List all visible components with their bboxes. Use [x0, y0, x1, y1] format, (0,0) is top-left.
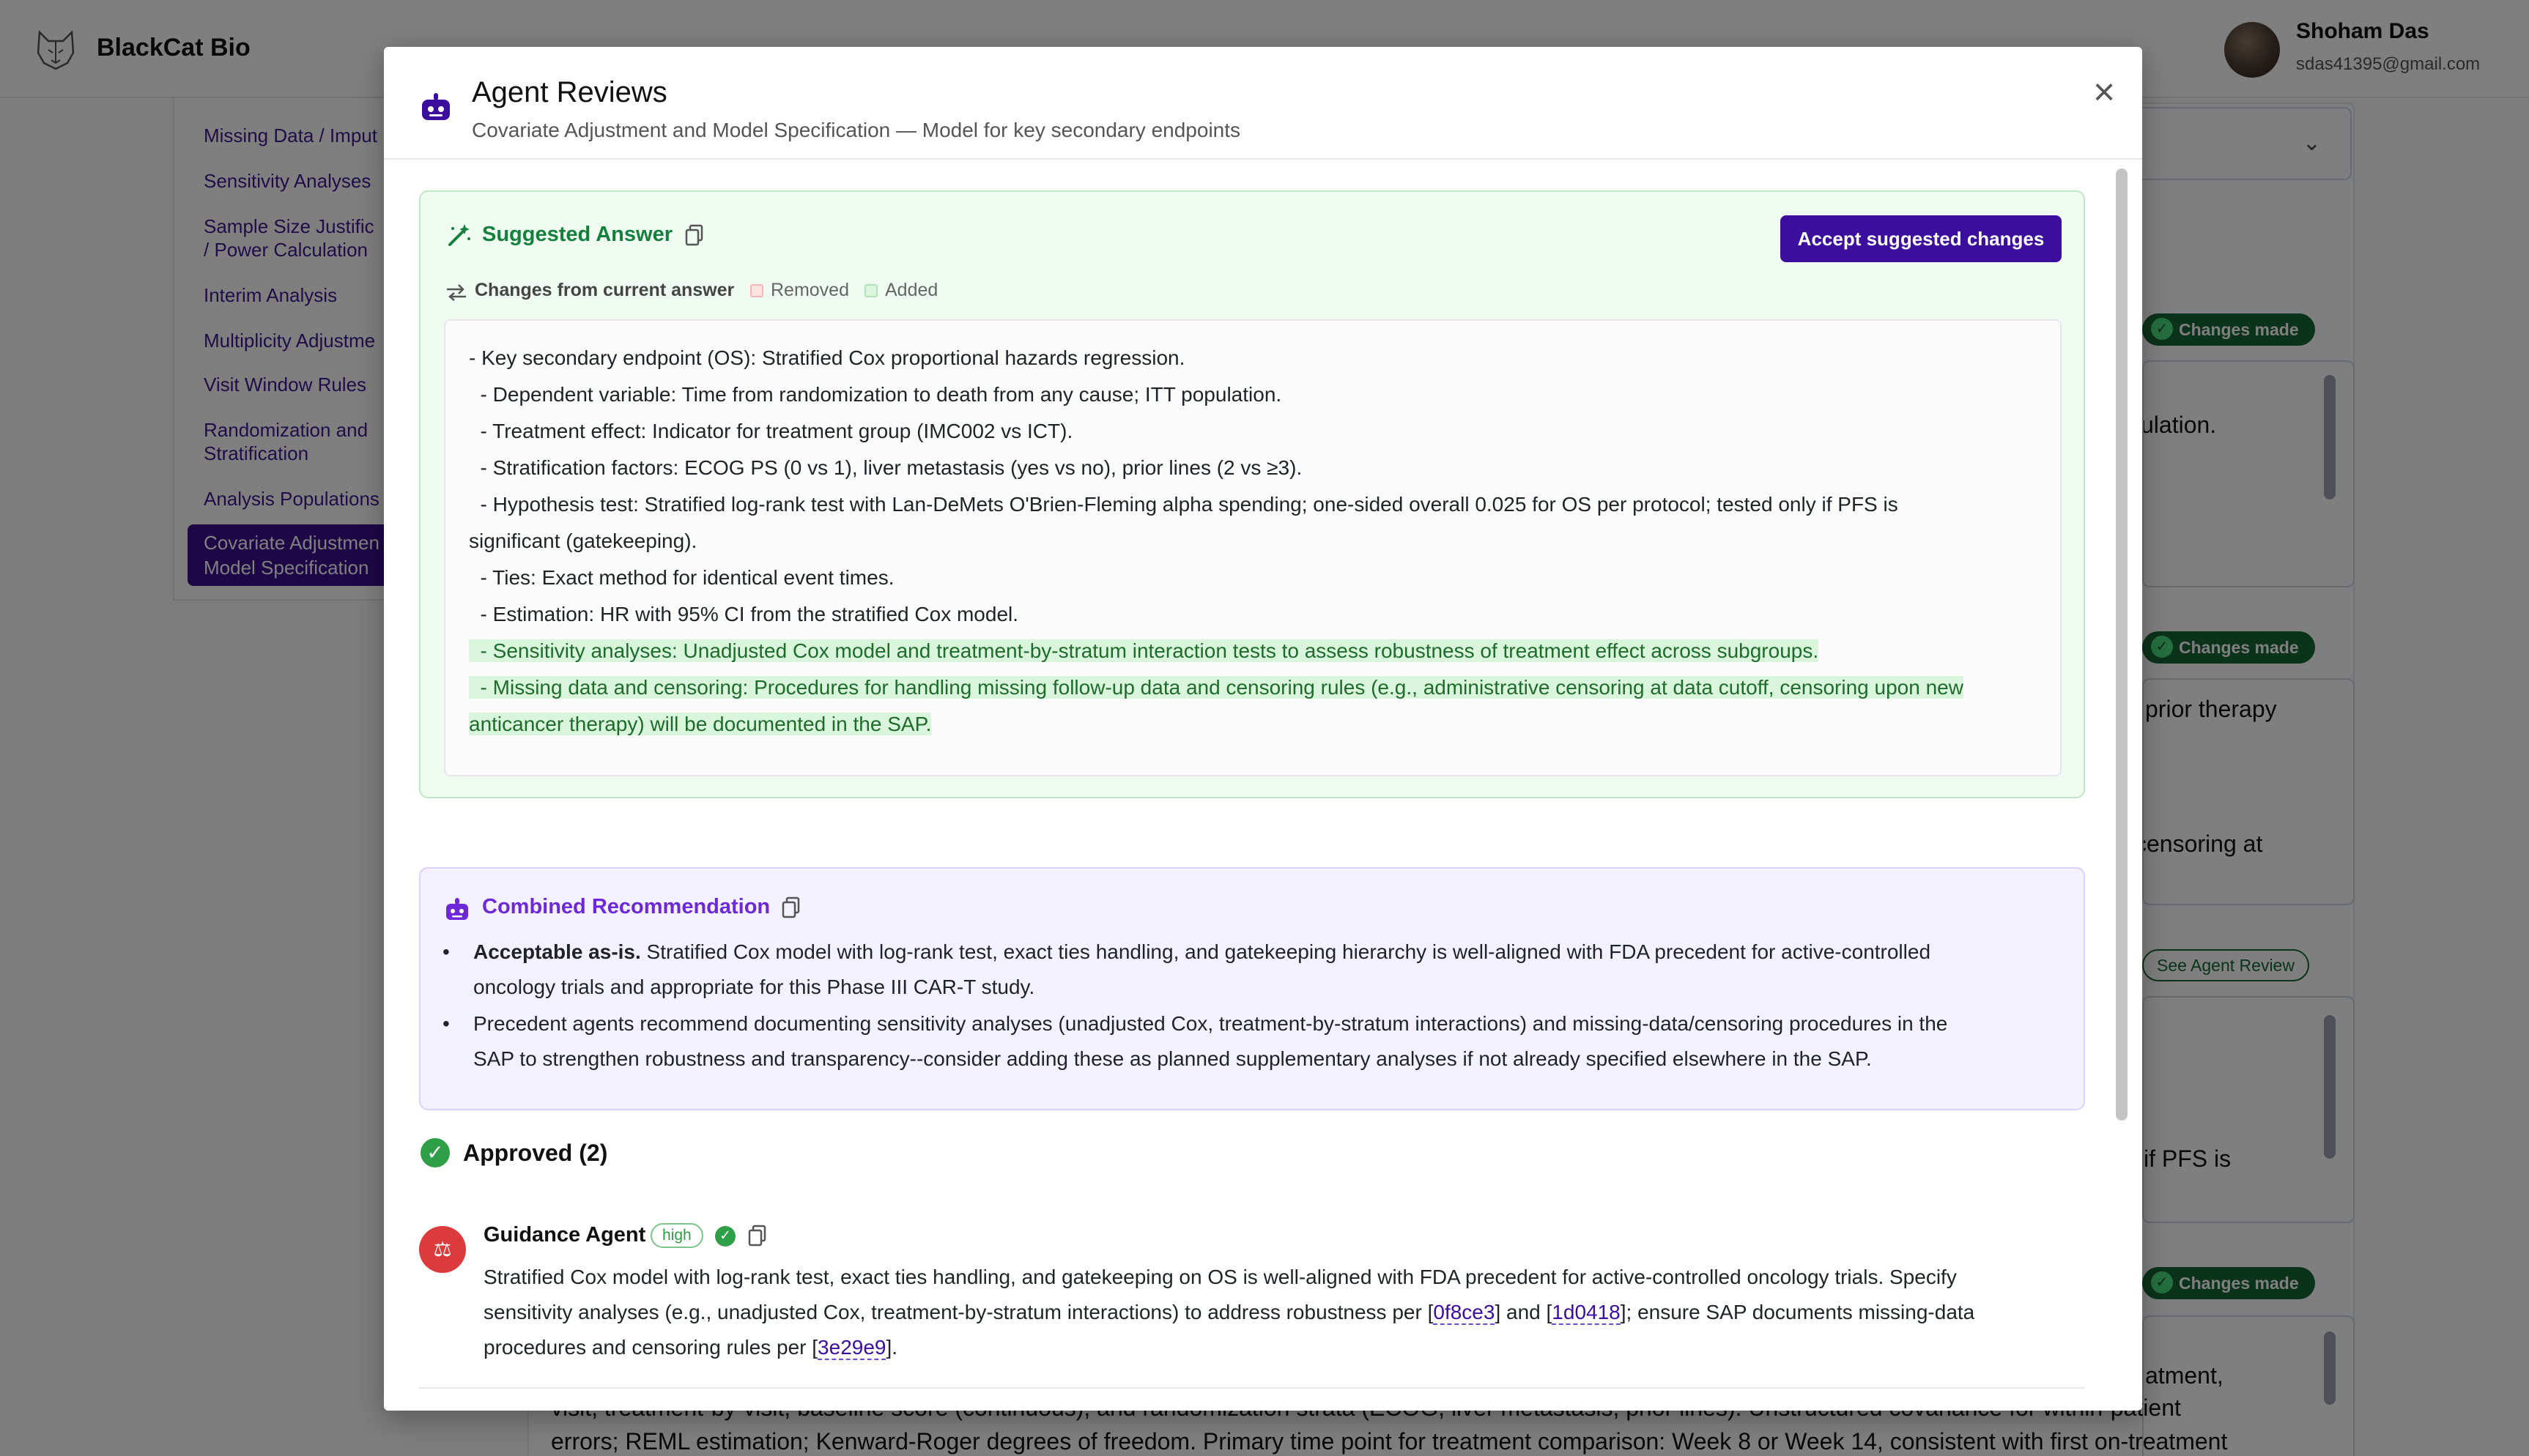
- diff-view: [444, 319, 2062, 776]
- diff-line-added: [469, 706, 931, 743]
- citation-link[interactable]: 1d0418: [1552, 1301, 1621, 1323]
- recommendation-text: SAP to strengthen robustness and transparency--consider adding these as planned supplementary analyses if not already specified elsewhere in the SAP.: [473, 1047, 1872, 1070]
- diff-line-added: [469, 669, 1963, 706]
- recommendation-verdict: Acceptable as-is.: [473, 940, 641, 963]
- gavel-icon: ⚖: [419, 1226, 466, 1273]
- diff-line: - Estimation: HR with 95% CI from the stratified Cox model.: [469, 603, 1019, 625]
- recommendation-text: oncology trials and appropriate for this Phase III CAR-T study.: [473, 976, 1035, 998]
- diff-line: significant (gatekeeping).: [469, 530, 697, 552]
- approved-heading: Approved (2): [463, 1140, 608, 1166]
- review-text-part: procedures and censoring rules per [: [484, 1336, 818, 1359]
- agent-name: Guidance Agent: [484, 1223, 646, 1247]
- diff-line: - Dependent variable: Time from randomization to death from any cause; ITT population.: [469, 383, 1282, 406]
- recommendation-bullet: • Acceptable as-is. Stratified Cox model with log-rank test, exact ties handling, and gatekeeping hierarchy is well-aligned with FDA precedent for active-controlled oncology trials and appropriate for this Phase III CAR-T study.: [443, 935, 2069, 1005]
- citation-link[interactable]: 3e29e9: [818, 1336, 886, 1359]
- review-text-part: ]; ensure SAP documents missing-data: [1620, 1301, 1975, 1323]
- combined-recommendation-panel: [419, 867, 2085, 1110]
- modal-body: [384, 161, 2142, 1411]
- recommendation-bullet: • Precedent agents recommend documenting sensitivity analyses (unadjusted Cox, treatment-by-stratum interactions) and missing-data/censoring procedures in the SAP to strengthen robustness and transparency--consider adding these as planned supplementary analyses if not already specified elsewhere in the SAP.: [443, 1006, 2069, 1077]
- agent-review-text: [484, 1295, 1974, 1330]
- diff-line-added: [469, 633, 1818, 669]
- confidence-badge: high: [651, 1223, 703, 1248]
- modal-scrollbar[interactable]: [2116, 168, 2128, 1121]
- suggested-answer-panel: [419, 190, 2085, 798]
- divider: [419, 1387, 2085, 1389]
- copy-icon[interactable]: [747, 1225, 768, 1247]
- suggested-answer-title: Suggested Answer: [482, 223, 673, 246]
- recommendation-text: Stratified Cox model with log-rank test, exact ties handling, and gatekeeping hierarchy is well-aligned with FDA precedent for active-controlled: [640, 940, 1931, 963]
- check-icon: ✓: [715, 1226, 736, 1247]
- diff-line: - Treatment effect: Indicator for treatment group (IMC002 vs ICT).: [469, 420, 1073, 442]
- diff-line: - Hypothesis test: Stratified log-rank test with Lan-DeMets O'Brien-Fleming alpha spending; one-sided overall 0.025 for OS per protocol; tested only if PFS is: [469, 493, 1898, 516]
- removed-legend-label: Removed: [771, 280, 849, 300]
- copy-icon[interactable]: [781, 896, 801, 918]
- added-text: - Missing data and censoring: Procedures for handling missing follow-up data and censoring rules (e.g., administrative censoring at data cutoff, censoring upon new: [469, 676, 1963, 699]
- check-circle-icon: ✓: [421, 1138, 450, 1167]
- removed-legend-swatch: [750, 284, 763, 297]
- changes-label: Changes from current answer: [475, 280, 735, 300]
- agent-reviews-modal: [384, 47, 2142, 1411]
- accept-suggested-changes-button[interactable]: Accept suggested changes: [1780, 215, 2062, 262]
- modal-title: Agent Reviews: [472, 76, 667, 108]
- agent-review-text: Stratified Cox model with log-rank test, exact ties handling, and gatekeeping on OS is well-aligned with FDA precedent for active-controlled oncology trials. Specify: [484, 1266, 1957, 1288]
- added-legend-swatch: [864, 284, 878, 297]
- added-text: anticancer therapy) will be documented in the SAP.: [469, 713, 932, 735]
- citation-link[interactable]: 0f8ce3: [1433, 1301, 1495, 1323]
- robot-icon: [444, 896, 470, 923]
- diff-line: - Stratification factors: ECOG PS (0 vs 1), liver metastasis (yes vs no), prior lines (2 vs ≥3).: [469, 456, 1303, 479]
- diff-line: - Ties: Exact method for identical event times.: [469, 566, 895, 589]
- diff-arrows-icon: [445, 283, 467, 302]
- review-text-part: sensitivity analyses (e.g., unadjusted Cox, treatment-by-stratum interactions) to address robustness per [: [484, 1301, 1434, 1323]
- review-text-part: ].: [886, 1336, 898, 1359]
- agent-review-text: [484, 1330, 897, 1365]
- modal-subtitle: Covariate Adjustment and Model Specification — Model for key secondary endpoints: [472, 119, 1241, 141]
- close-button[interactable]: ×: [2092, 71, 2116, 114]
- combined-recommendation-title: Combined Recommendation: [482, 895, 771, 918]
- review-text-part: ] and [: [1495, 1301, 1552, 1323]
- added-legend-label: Added: [885, 280, 938, 300]
- magic-wand-icon: [445, 223, 472, 249]
- added-text: - Sensitivity analyses: Unadjusted Cox model and treatment-by-stratum interaction tests to assess robustness of treatment effect across subgroups.: [469, 639, 1819, 662]
- recommendation-text: Precedent agents recommend documenting sensitivity analyses (unadjusted Cox, treatment-by-stratum interactions) and missing-data/censoring procedures in the: [473, 1012, 1948, 1035]
- modal-header: [384, 47, 2142, 160]
- copy-icon[interactable]: [684, 224, 705, 246]
- diff-line: - Key secondary endpoint (OS): Stratified Cox proportional hazards regression.: [469, 346, 1185, 369]
- robot-icon: [419, 91, 453, 125]
